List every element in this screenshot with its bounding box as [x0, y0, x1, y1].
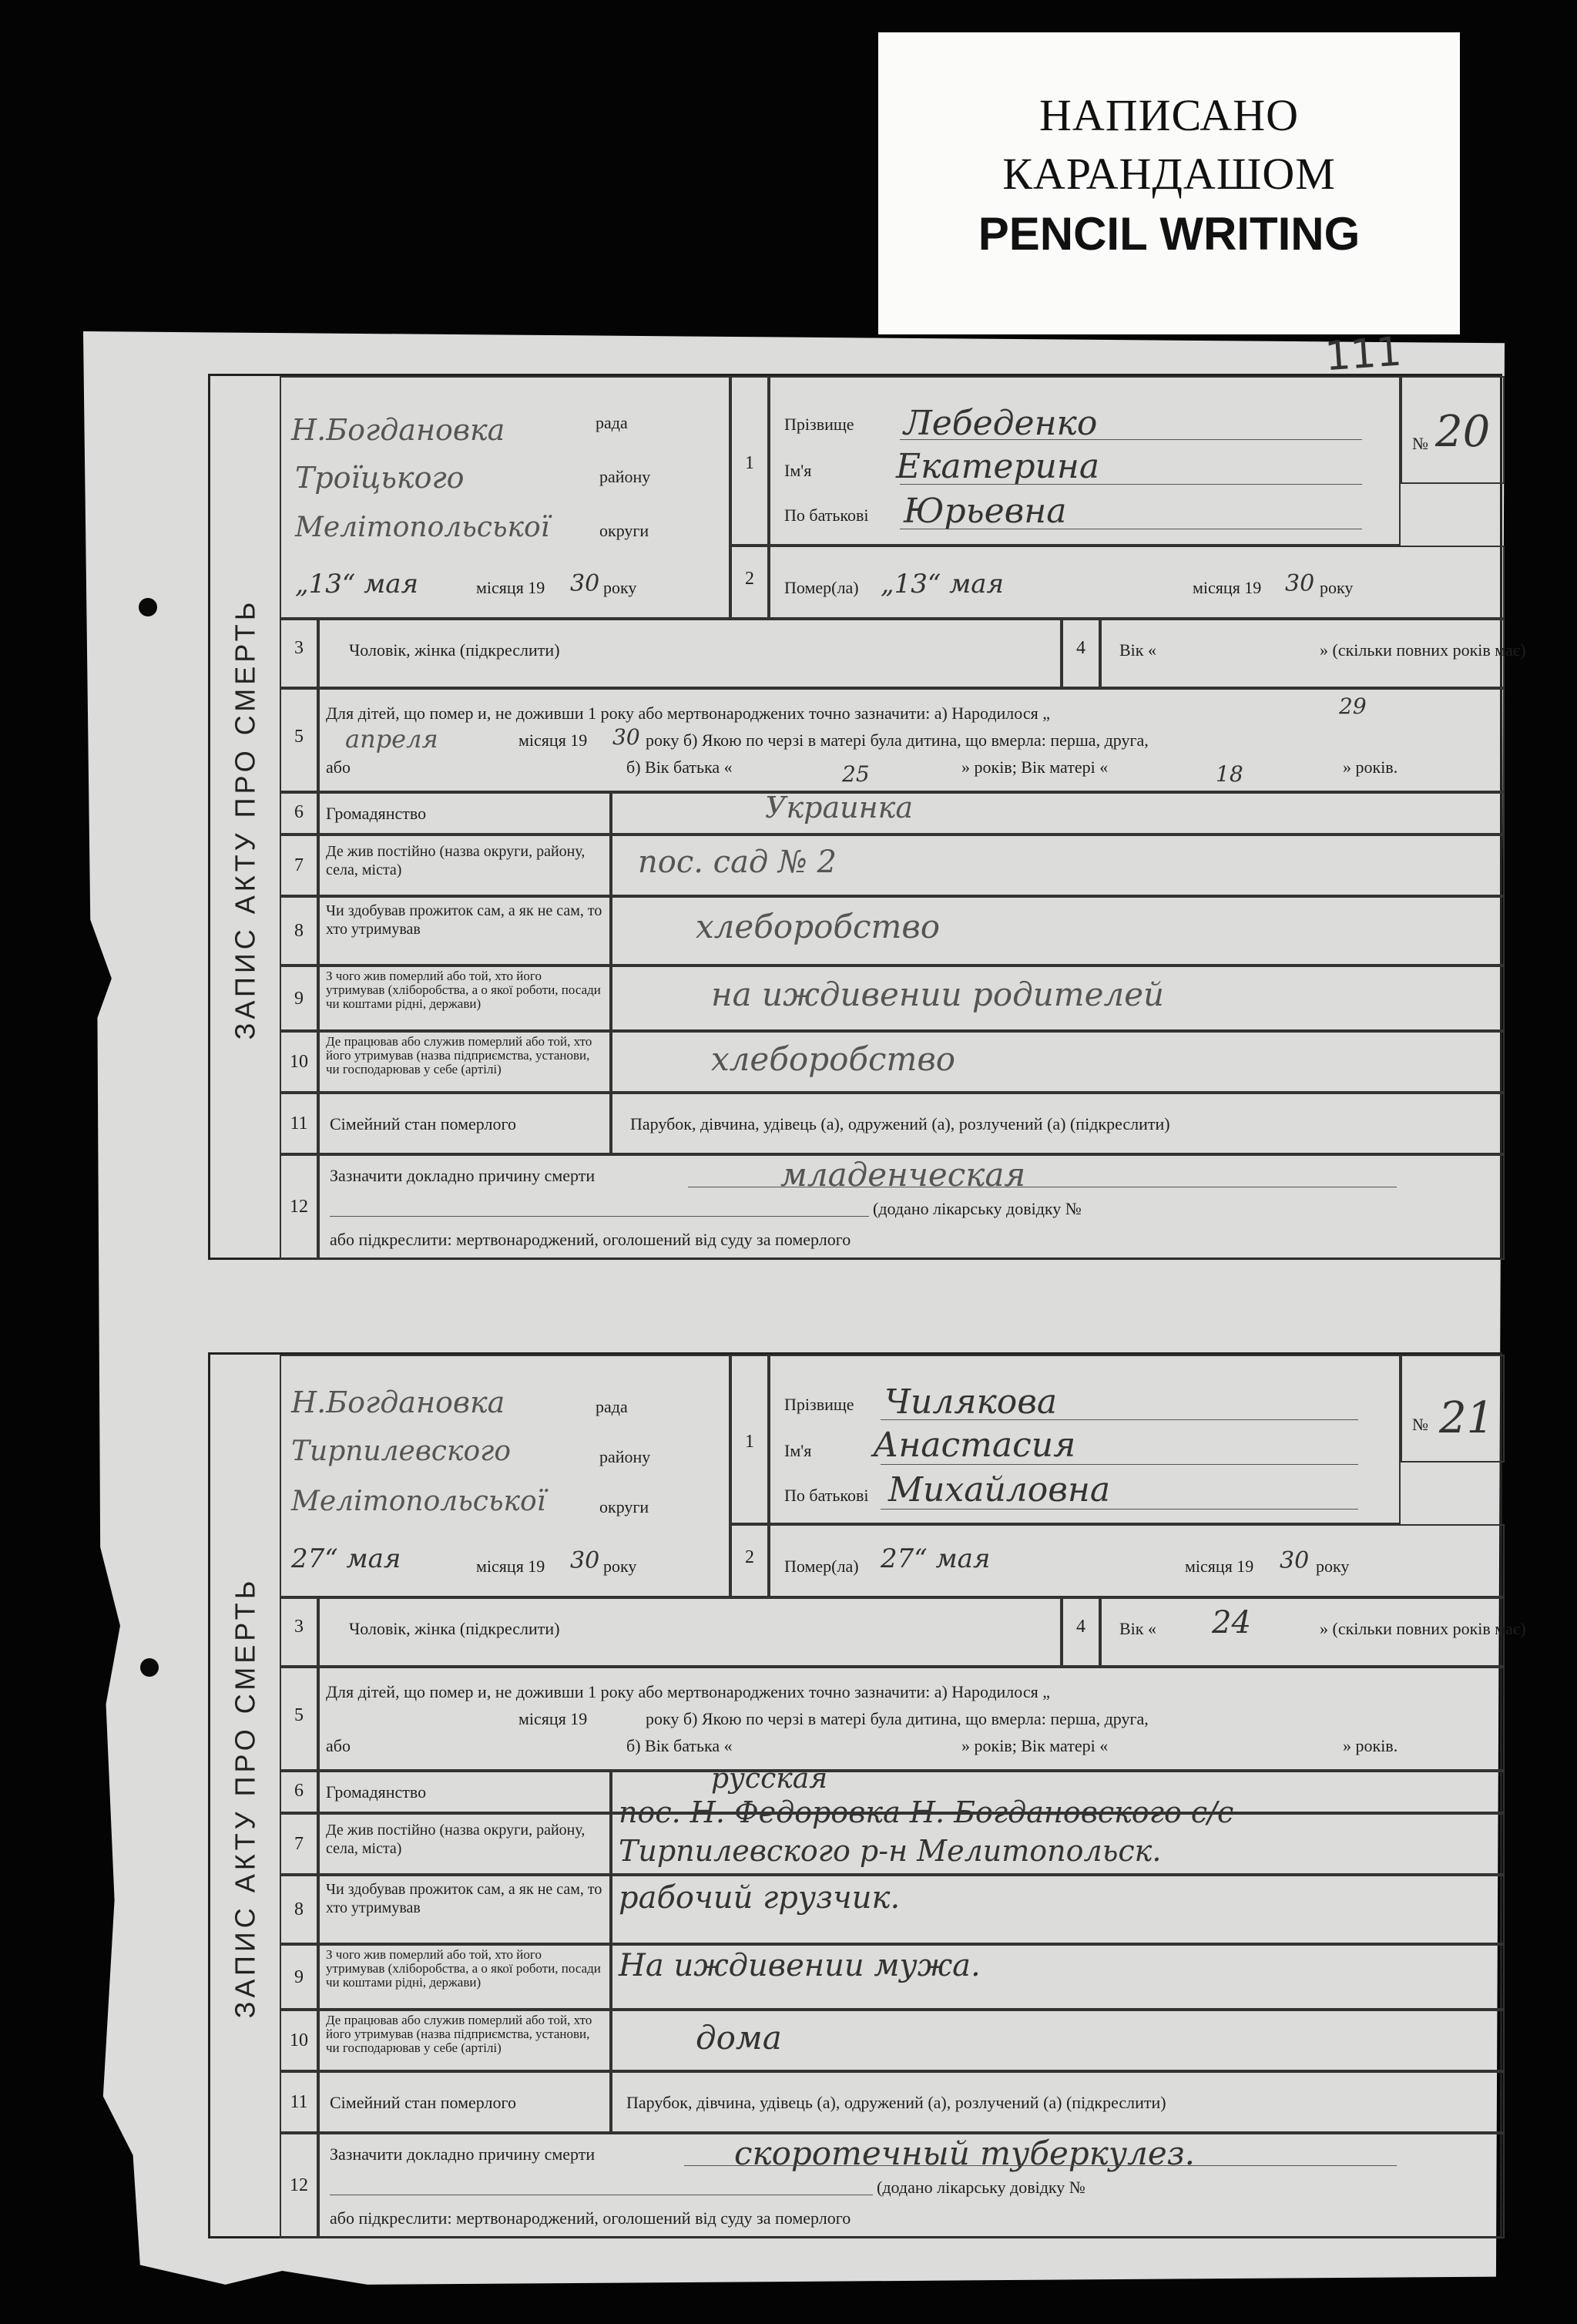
rayon-label: району: [599, 467, 651, 486]
source-income-value: На иждивении мужа.: [619, 1948, 981, 1983]
okrug-label: округи: [599, 521, 649, 540]
patronymic-value: Юрьевна: [904, 492, 1067, 531]
okrug-value: Мелітопольської: [291, 1486, 546, 1517]
medical-cert-label: (додано лікарську довідку №: [873, 1199, 1082, 1218]
binder-hole-top: [139, 598, 157, 616]
rada-value: Н.Богдановка: [291, 413, 505, 447]
label-line-1: НАПИСАНО: [1039, 90, 1299, 140]
livelihood-label: Чи здобував прожиток сам, а як не сам, то хто утримував: [326, 902, 602, 938]
stillborn-label: або підкреслити: мертвонароджений, оголошений від суду за померлого: [330, 1230, 851, 1249]
row-number: 3: [294, 1617, 304, 1637]
medical-cert-label: (додано лікарську довідку №: [877, 2178, 1085, 2197]
row-number: 8: [294, 921, 304, 941]
row-number: 4: [1076, 1617, 1085, 1637]
record-number-value: 21: [1439, 1393, 1495, 1443]
family-status-options: Парубок, дівчина, удівець (а), одружений (а), розлучений (а) (підкреслити): [630, 1114, 1170, 1133]
row-number: 5: [294, 727, 304, 747]
number-sign-label: №: [1412, 1415, 1428, 1434]
source-income-value: на иждивении родителей: [711, 976, 1165, 1013]
record-vertical-title: ЗАПИС АКТУ ПРО СМЕРТЬ: [229, 598, 260, 1040]
rada-label: рада: [596, 1397, 628, 1416]
father-age-value: 25: [842, 761, 870, 787]
patronymic-value: Михайловна: [888, 1470, 1111, 1510]
rada-label: рада: [596, 413, 628, 432]
row-number: 3: [294, 638, 304, 658]
name-label: Ім'я: [784, 461, 812, 480]
row-number: 7: [294, 855, 304, 875]
children-line-3b: б) Вік батька «: [626, 1736, 733, 1755]
row-number: 2: [745, 1547, 754, 1567]
residence-value: пос. сад № 2: [638, 845, 837, 880]
children-line-3a: або: [326, 1736, 351, 1755]
family-status-label: Сімейний стан померлого: [330, 1114, 516, 1133]
cause-value: младенческая: [780, 1156, 1026, 1194]
record-year-label: року: [603, 578, 637, 597]
record-date-value: 27“ мая: [291, 1543, 401, 1574]
death-month-label: місяця 19: [1185, 1557, 1254, 1576]
row-number: 5: [294, 1705, 304, 1725]
rayon-value: Тирпилевского: [291, 1436, 511, 1467]
okrug-label: округи: [599, 1497, 649, 1516]
pencil-writing-label-card: [878, 32, 1460, 334]
mother-age-value: 18: [1216, 761, 1243, 787]
citizenship-label: Громадянство: [326, 1782, 427, 1802]
children-line-3b: б) Вік батька «: [626, 757, 733, 777]
row-number: 8: [294, 1899, 304, 1919]
residence-label: Де жив постійно (назва округи, району, села, міста): [326, 1822, 586, 1857]
children-line-3d: » років.: [1343, 1736, 1398, 1755]
livelihood-value: рабочий грузчик.: [619, 1880, 901, 1916]
record-vertical-title: ЗАПИС АКТУ ПРО СМЕРТЬ: [229, 1577, 260, 2019]
age-value: 24: [1212, 1605, 1251, 1641]
children-line-2b: року б) Якою по черзі в матері була дитина, що вмерла: перша, друга,: [646, 730, 1149, 750]
age-suffix-label: » (скільки повних років має): [1320, 1619, 1526, 1638]
row-number: 9: [294, 1967, 304, 1987]
citizenship-value: русская: [711, 1763, 828, 1795]
workplace-value: хлеборобство: [711, 1040, 956, 1078]
children-line-3d: » років.: [1343, 757, 1398, 777]
livelihood-value: хлеборобство: [696, 908, 941, 945]
row-number: 4: [1076, 638, 1085, 658]
children-line-2a: місяця 19: [518, 1709, 588, 1728]
surname-value: Лебеденко: [904, 404, 1098, 443]
row-number: 12: [290, 2175, 308, 2195]
workplace-value: дома: [696, 2019, 782, 2057]
death-record-2: [208, 1352, 1526, 2238]
row-number: 2: [745, 569, 754, 589]
citizenship-value: Украинка: [765, 791, 913, 824]
family-status-options: Парубок, дівчина, удівець (а), одружений (а), розлучений (а) (підкреслити): [626, 2093, 1166, 2112]
row-number: 10: [290, 2030, 308, 2050]
page-number: 111: [1324, 328, 1404, 381]
died-label: Помер(ла): [784, 578, 859, 597]
record-date-label: місяця 19: [476, 1557, 545, 1576]
name-value: Анастасия: [873, 1426, 1076, 1465]
children-line-1: Для дітей, що помер и, не доживши 1 року або мертвонароджених точно зазначити: а) Народилося „: [326, 704, 1050, 723]
residence-label: Де жив постійно (назва округи, району, села, міста): [326, 843, 586, 878]
born-month-value: апреля: [345, 724, 438, 754]
death-year-label: року: [1316, 1557, 1350, 1576]
workplace-label: Де працював або служив померлий або той, хто його утримував (назва підприємства, установи, чи господарював у себе (артілі): [326, 1034, 592, 1076]
name-label: Ім'я: [784, 1441, 812, 1460]
record-year-value: 30: [570, 570, 600, 597]
livelihood-label: Чи здобував прожиток сам, а як не сам, то хто утримував: [326, 1881, 602, 1916]
residence-value-line-2: Тирпилевского р-н Мелитопольск.: [619, 1834, 1162, 1868]
cause-label: Зазначити докладно причину смерти: [330, 2144, 596, 2164]
number-sign-label: №: [1412, 434, 1428, 453]
record-year-value: 30: [570, 1547, 600, 1574]
patronymic-label: По батькові: [784, 505, 869, 525]
patronymic-label: По батькові: [784, 1486, 869, 1505]
children-line-3a: або: [326, 757, 351, 777]
sex-label: Чоловік, жінка (підкреслити): [349, 640, 560, 660]
row-number: 1: [745, 453, 754, 473]
age-label: Вік «: [1119, 640, 1156, 660]
row-number: 7: [294, 1834, 304, 1854]
born-year-value: 30: [612, 724, 640, 750]
children-line-2a: місяця 19: [518, 730, 588, 750]
cause-label: Зазначити докладно причину смерти: [330, 1166, 596, 1185]
death-date-cell: [769, 1524, 1505, 1597]
surname-value: Чилякова: [884, 1382, 1058, 1422]
okrug-value: Мелітопольської: [295, 512, 550, 543]
rayon-value: Троїцького: [295, 461, 465, 495]
surname-label: Прізвище: [784, 1395, 854, 1414]
children-line-1: Для дітей, що помер и, не доживши 1 року або мертвонароджених точно зазначити: а) Народилося „: [326, 1682, 1050, 1701]
citizenship-label: Громадянство: [326, 804, 427, 823]
row-number: 9: [294, 989, 304, 1009]
death-year-label: року: [1320, 578, 1354, 597]
death-date-cell: [769, 546, 1505, 619]
children-line-3c: » років; Вік матері «: [961, 1736, 1109, 1755]
rayon-label: району: [599, 1447, 651, 1466]
age-label: Вік «: [1119, 1619, 1156, 1638]
row-number: 6: [294, 802, 304, 822]
residence-value: пос. Н. Федоровка Н. Богдановского с/с: [619, 1795, 1234, 1829]
label-line-3: PENCIL WRITING: [978, 208, 1361, 260]
rada-value: Н.Богдановка: [291, 1385, 505, 1419]
death-day-value: „13“ мая: [881, 569, 1005, 599]
children-line-2b: року б) Якою по черзі в матері була дитина, що вмерла: перша, друга,: [646, 1709, 1149, 1728]
binder-hole-bottom: [140, 1658, 159, 1677]
record-year-label: року: [603, 1557, 637, 1576]
death-year-value: 30: [1285, 570, 1315, 597]
age-suffix-label: » (скільки повних років має): [1320, 640, 1526, 660]
record-number-value: 20: [1435, 407, 1491, 457]
record-date-value: „13“ мая: [295, 569, 419, 599]
family-status-label: Сімейний стан померлого: [330, 2093, 516, 2112]
death-month-label: місяця 19: [1193, 578, 1262, 597]
death-day-value: 27“ мая: [881, 1543, 991, 1574]
name-value: Екатерина: [896, 447, 1100, 486]
death-year-value: 30: [1280, 1547, 1310, 1574]
died-label: Помер(ла): [784, 1557, 859, 1576]
source-income-label: З чого жив померлий або той, хто його утримував (хліборобства, а о якої роботи, посади чи коштами рідні, держави): [326, 1947, 601, 1990]
children-line-3c: » років; Вік матері «: [961, 757, 1109, 777]
row-number: 11: [290, 2092, 308, 2112]
record-date-label: місяця 19: [476, 578, 545, 597]
label-line-2: КАРАНДАШОМ: [1002, 149, 1336, 199]
surname-label: Прізвище: [784, 415, 854, 434]
death-record-1: [208, 374, 1526, 1260]
cause-value: скоротечный туберкулез.: [734, 2134, 1196, 2172]
source-income-label: З чого жив померлий або той, хто його утримував (хліборобства, а о якої роботи, посади чи коштами рідні, держави): [326, 969, 601, 1011]
born-day-value: 29: [1339, 694, 1367, 719]
row-number: 11: [290, 1113, 308, 1133]
row-number: 1: [745, 1432, 754, 1452]
row-number: 12: [290, 1197, 308, 1217]
row-number: 10: [290, 1052, 308, 1072]
row-number: 6: [294, 1781, 304, 1801]
stillborn-label: або підкреслити: мертвонароджений, оголошений від суду за померлого: [330, 2208, 851, 2228]
sex-label: Чоловік, жінка (підкреслити): [349, 1619, 560, 1638]
workplace-label: Де працював або служив померлий або той, хто його утримував (назва підприємства, установи, чи господарював у себе (артілі): [326, 2013, 592, 2055]
